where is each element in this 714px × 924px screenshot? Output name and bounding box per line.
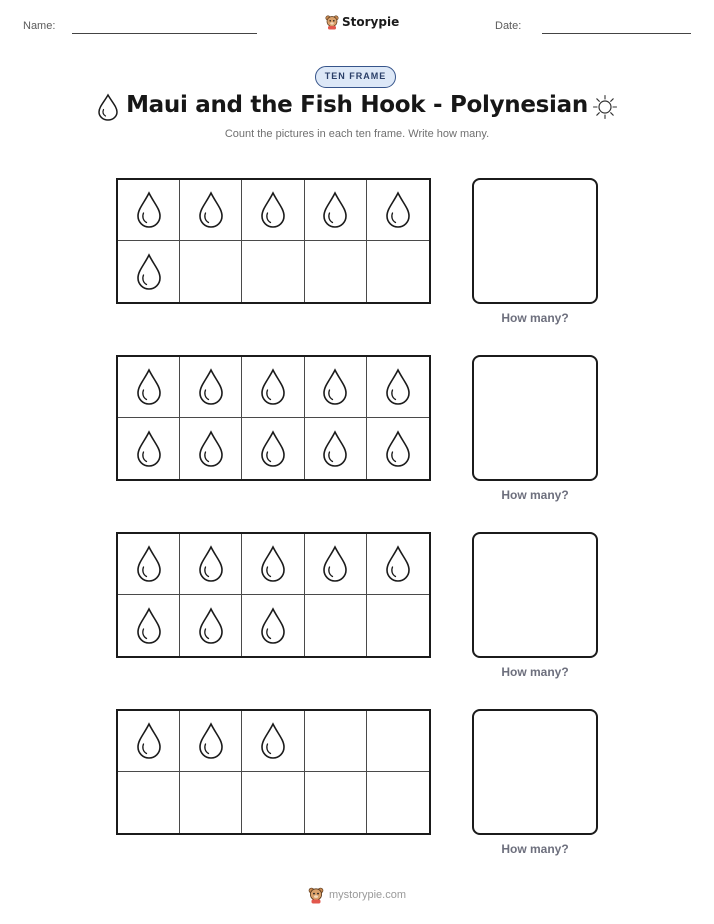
frame-cell	[305, 711, 367, 772]
how-many-label: How many?	[501, 311, 569, 325]
answer-box[interactable]	[472, 532, 598, 658]
bear-mascot-icon	[325, 14, 339, 30]
answer-box[interactable]	[472, 178, 598, 304]
water-drop-icon	[197, 607, 225, 645]
water-drop-icon	[384, 191, 412, 229]
instructions: Count the pictures in each ten frame. Write how many.	[224, 128, 490, 140]
frame-cell	[242, 418, 304, 479]
title-row	[0, 90, 714, 126]
page-title: Maui and the Fish Hook - Polynesian	[126, 92, 588, 118]
water-drop-icon	[321, 191, 349, 229]
water-drop-icon	[197, 722, 225, 760]
brand-name: Storypie	[342, 15, 400, 29]
ten-frame-badge: TEN FRAME	[315, 66, 396, 88]
frame-cell	[242, 595, 304, 656]
name-line[interactable]	[72, 33, 257, 34]
frame-cell	[305, 180, 367, 241]
frame-cell	[305, 534, 367, 595]
storypie-logo	[325, 14, 399, 30]
water-drop-icon	[384, 368, 412, 406]
frame-cell	[118, 357, 180, 418]
frame-cell	[180, 241, 242, 302]
frame-cell	[242, 534, 304, 595]
frame-cell	[242, 180, 304, 241]
water-drop-icon	[259, 430, 287, 468]
water-drop-icon	[321, 545, 349, 583]
water-drop-icon	[197, 545, 225, 583]
frame-cell	[367, 595, 429, 656]
frame-cell	[305, 595, 367, 656]
frame-cell	[242, 711, 304, 772]
date-line[interactable]	[542, 33, 691, 34]
frame-cell	[305, 772, 367, 833]
frame-cell	[367, 357, 429, 418]
ten-frame	[116, 709, 431, 835]
water-drop-icon	[135, 607, 163, 645]
how-many-label: How many?	[501, 842, 569, 856]
water-drop-icon	[135, 191, 163, 229]
name-label: Name:	[23, 20, 56, 32]
bear-mascot-icon	[308, 886, 324, 904]
frame-cell	[180, 534, 242, 595]
water-drop-icon	[259, 607, 287, 645]
water-drop-icon	[197, 430, 225, 468]
frame-cell	[118, 711, 180, 772]
frame-cell	[118, 534, 180, 595]
how-many-label: How many?	[501, 488, 569, 502]
ten-frame	[116, 178, 431, 304]
frame-cell	[180, 595, 242, 656]
frame-cell	[180, 357, 242, 418]
frame-cell	[305, 418, 367, 479]
water-drop-icon	[197, 368, 225, 406]
water-drop-icon	[384, 430, 412, 468]
frame-cell	[367, 772, 429, 833]
frame-cell	[118, 418, 180, 479]
frame-cell	[180, 711, 242, 772]
frame-cell	[118, 772, 180, 833]
frame-cell	[367, 180, 429, 241]
sun-icon	[592, 94, 618, 120]
answer-box[interactable]	[472, 355, 598, 481]
frame-cell	[180, 772, 242, 833]
water-drop-icon	[135, 253, 163, 291]
frame-cell	[118, 595, 180, 656]
water-drop-icon	[259, 368, 287, 406]
frame-cell	[242, 241, 304, 302]
frame-cell	[242, 772, 304, 833]
water-drop-icon	[259, 191, 287, 229]
water-drop-icon	[259, 722, 287, 760]
water-drop-icon	[135, 545, 163, 583]
frame-cell	[305, 357, 367, 418]
frame-cell	[367, 241, 429, 302]
frame-cell	[180, 418, 242, 479]
footer	[308, 886, 406, 904]
frame-cell	[242, 357, 304, 418]
frame-cell	[367, 711, 429, 772]
frame-cell	[367, 418, 429, 479]
frame-cell	[180, 180, 242, 241]
how-many-label: How many?	[501, 665, 569, 679]
water-drop-icon	[135, 722, 163, 760]
frame-cell	[367, 534, 429, 595]
water-drop-icon	[135, 368, 163, 406]
water-drop-icon	[321, 368, 349, 406]
answer-box[interactable]	[472, 709, 598, 835]
water-drop-icon	[197, 191, 225, 229]
water-drop-icon	[321, 430, 349, 468]
water-drop-icon	[384, 545, 412, 583]
footer-url: mystorypie.com	[329, 889, 407, 901]
frame-cell	[118, 241, 180, 302]
water-drop-icon	[135, 430, 163, 468]
frame-cell	[118, 180, 180, 241]
ten-frame	[116, 532, 431, 658]
ten-frame	[116, 355, 431, 481]
date-label: Date:	[495, 20, 522, 32]
water-drop-icon	[259, 545, 287, 583]
frame-cell	[305, 241, 367, 302]
